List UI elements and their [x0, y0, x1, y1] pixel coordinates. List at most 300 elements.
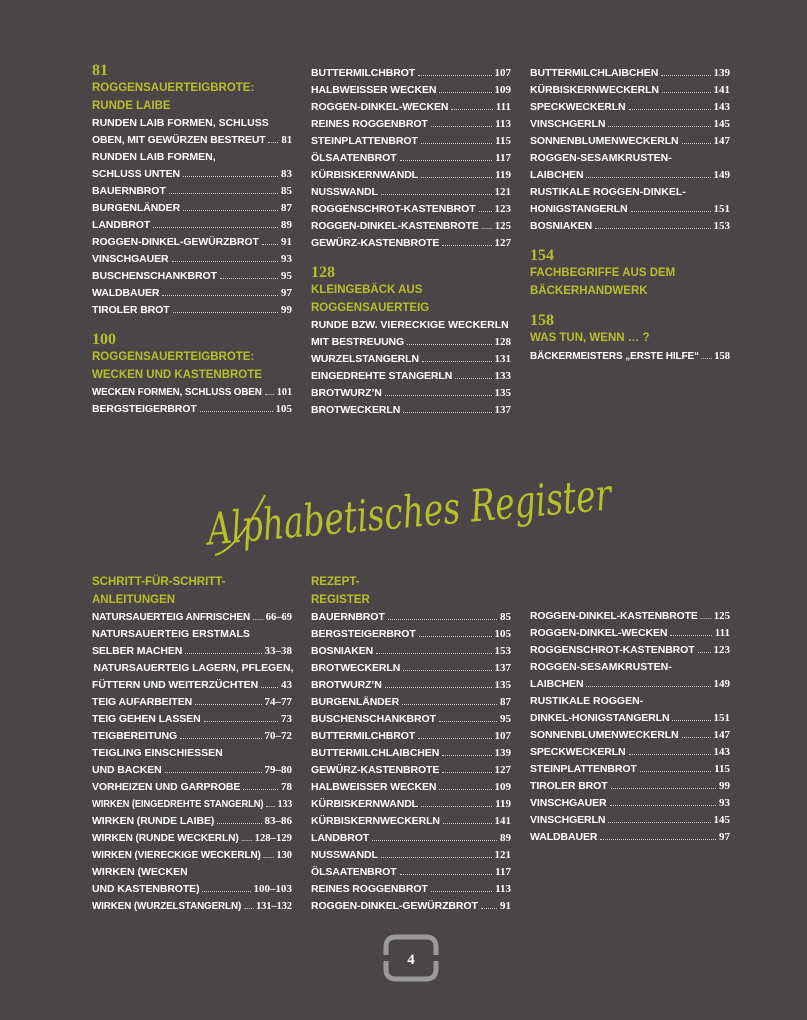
- entry-label: SCHLUSS UNTEN: [92, 168, 180, 180]
- dot-leader: [662, 92, 711, 93]
- entry-label: TIROLER BROT: [530, 780, 608, 792]
- entry-page-number: 105: [494, 628, 511, 640]
- entry-page-number: 141: [494, 815, 511, 827]
- dot-leader: [403, 412, 491, 413]
- entry-label: BROTWURZ’N: [311, 679, 382, 691]
- entry-page-number: 97: [719, 831, 730, 843]
- index-entry: [530, 82, 730, 99]
- entry-page-number: 145: [713, 118, 730, 130]
- entry-label: ROGGEN-DINKEL-GEWÜRZBROT: [311, 900, 478, 912]
- entry-label: TEIGBEREITUNG: [92, 730, 178, 742]
- section-title: WECKEN UND KASTENBROTE: [92, 368, 262, 381]
- entry-page-number: 158: [714, 349, 730, 362]
- entry-label: LANDBROT: [311, 832, 370, 844]
- entry-label: BOSNIAKEN: [530, 220, 593, 232]
- entry-page-number: 151: [713, 712, 730, 724]
- index-entry: [530, 133, 730, 150]
- entry-page-number: 145: [713, 814, 730, 826]
- dot-leader: [244, 908, 253, 909]
- dot-leader: [629, 109, 711, 110]
- entry-label: KÜRBISKERNWANDL: [311, 169, 418, 181]
- index-entry: [92, 384, 292, 401]
- entry-page-number: 119: [495, 169, 511, 181]
- dot-leader: [162, 295, 278, 296]
- index-entry: [311, 133, 511, 150]
- entry-text-line: NATURSAUERTEIG ERSTMALS: [92, 628, 250, 640]
- entry-page-number: 127: [494, 764, 511, 776]
- index-entry: [92, 847, 292, 864]
- dot-leader: [421, 177, 492, 178]
- index-entry: [530, 795, 730, 812]
- entry-label: VINSCHGAUER: [92, 253, 169, 265]
- dot-leader: [265, 394, 274, 395]
- entry-label: BROTWECKERLN: [311, 662, 401, 674]
- entry-label: WIRKEN (RUNDE WECKERLN): [92, 832, 239, 844]
- register-column-3: [530, 608, 730, 846]
- entry-label: WALDBAUER: [92, 287, 160, 299]
- entry-page-number: 130: [276, 849, 292, 861]
- entry-label: SONNENBLUMENWECKERLN: [530, 729, 679, 741]
- dot-leader: [682, 143, 711, 144]
- dot-leader: [262, 244, 278, 245]
- entry-text-line: RUSTIKALE ROGGEN-: [530, 695, 644, 707]
- page-number: 4: [407, 952, 415, 968]
- section-title: ROGGENSAUERTEIGBROTE:: [92, 351, 255, 363]
- entry-page-number: 147: [713, 135, 730, 147]
- entry-label: BÄCKERMEISTERS „ERSTE HILFE“: [530, 349, 700, 362]
- entry-text-line: RUNDEN LAIB FORMEN, SCHLUSS: [92, 117, 269, 129]
- dot-leader: [183, 176, 278, 177]
- index-entry: [311, 813, 511, 830]
- entry-text-line: RUSTIKALE ROGGEN-DINKEL-: [530, 186, 686, 198]
- entry-label: WURZELSTANGERLN: [311, 353, 419, 365]
- entry-page-number: 87: [500, 696, 511, 708]
- dot-leader: [403, 670, 491, 671]
- entry-label: ROGGENSCHROT-KASTENBROT: [311, 203, 476, 215]
- entry-label: ROGGEN-DINKEL-GEWÜRZBROT: [92, 236, 259, 248]
- dot-leader: [421, 143, 492, 144]
- index-entry: [92, 609, 292, 626]
- entry-label: BURGENLÄNDER: [311, 696, 400, 708]
- entry-page-number: 87: [281, 202, 292, 214]
- entry-label: ROGGEN-DINKEL-KASTENBROTE: [311, 220, 479, 232]
- dot-leader: [482, 228, 492, 229]
- index-entry: [311, 796, 511, 813]
- index-entry: [92, 234, 292, 251]
- toc-column-1: [92, 62, 292, 418]
- dot-leader: [400, 160, 493, 161]
- entry-label: BERGSTEIGERBROT: [311, 628, 416, 640]
- entry-label: KÜRBISKERNWECKERLN: [311, 815, 440, 827]
- entry-text-line: NATURSAUERTEIG LAGERN, PFLEGEN,: [93, 662, 294, 674]
- dot-leader: [261, 687, 278, 688]
- entry-label: HALBWEISSER WECKEN: [311, 781, 437, 793]
- entry-page-number: 133: [494, 370, 511, 382]
- entry-label: BUTTERMILCHBROT: [311, 67, 416, 79]
- dot-leader: [183, 210, 278, 211]
- entry-label: BUTTERMILCHLAIBCHEN: [311, 747, 440, 759]
- dot-leader: [608, 822, 710, 823]
- index-entry: [530, 727, 730, 744]
- entry-label: VINSCHGERLN: [530, 814, 606, 826]
- section-title: RUNDE LAIBE: [92, 99, 171, 112]
- index-entry: [311, 626, 511, 643]
- entry-page-number: 149: [713, 169, 730, 181]
- dot-leader: [264, 857, 274, 858]
- entry-page-number: 85: [281, 185, 292, 197]
- section-title: ANLEITUNGEN: [92, 593, 176, 606]
- dot-leader: [418, 738, 491, 739]
- entry-page-number: 91: [281, 236, 292, 248]
- dot-leader: [266, 806, 275, 807]
- entry-label: NATURSAUERTEIG ANFRISCHEN: [92, 611, 251, 623]
- index-entry: [530, 744, 730, 761]
- section-title: KLEINGEBÄCK AUS: [311, 284, 423, 296]
- entry-label: DINKEL-HONIGSTANGERLN: [530, 712, 670, 724]
- dot-leader: [376, 653, 491, 654]
- entry-label: HALBWEISSER WECKEN: [311, 84, 437, 96]
- index-entry: [92, 881, 292, 898]
- index-entry: [92, 898, 292, 915]
- entry-label: TEIG GEHEN LASSEN: [92, 713, 201, 725]
- dot-leader: [439, 789, 491, 790]
- entry-page-number: 99: [281, 304, 292, 316]
- index-entry: [92, 217, 292, 234]
- entry-page-number: 85: [500, 611, 511, 623]
- dot-leader: [431, 891, 492, 892]
- section-spacer: [92, 319, 292, 331]
- entry-page-number: 139: [713, 67, 730, 79]
- entry-page-number: 111: [495, 101, 511, 113]
- entry-label: UND BACKEN: [92, 764, 162, 776]
- index-entry: [92, 728, 292, 745]
- entry-page-number: 93: [281, 253, 292, 265]
- dot-leader: [220, 278, 278, 279]
- index-entry: [311, 660, 511, 677]
- index-entry: [530, 201, 730, 218]
- dot-leader: [442, 772, 491, 773]
- dot-leader: [153, 227, 278, 228]
- entry-page-number: 109: [494, 781, 511, 793]
- index-entry: [530, 99, 730, 116]
- entry-page-number: 133: [277, 798, 293, 810]
- register-heading: [195, 455, 750, 570]
- entry-label: TEIG AUFARBEITEN: [92, 696, 193, 708]
- dot-leader: [202, 891, 250, 892]
- register-column-1: [92, 574, 292, 915]
- entry-page-number: 131–132: [256, 900, 293, 912]
- index-entry: [311, 351, 511, 368]
- dot-leader: [586, 177, 710, 178]
- entry-label: WECKEN FORMEN, SCHLUSS OBEN: [92, 386, 262, 398]
- entry-label: BURGENLÄNDER: [92, 202, 181, 214]
- entry-label: BUTTERMILCHLAIBCHEN: [530, 67, 659, 79]
- entry-page-number: 128–129: [254, 832, 292, 844]
- entry-label: MIT BESTREUUNG: [311, 336, 405, 348]
- entry-page-number: 121: [494, 849, 511, 861]
- dot-leader: [439, 721, 497, 722]
- entry-page-number: 123: [713, 644, 730, 656]
- entry-page-number: 33–38: [264, 645, 292, 657]
- section-number: 154: [530, 247, 554, 264]
- entry-page-number: 113: [495, 883, 511, 895]
- index-entry: [92, 694, 292, 711]
- index-entry: [311, 385, 511, 402]
- dot-leader: [381, 857, 492, 858]
- entry-label: ÖLSAATENBROT: [311, 866, 397, 878]
- entry-label: VINSCHGAUER: [530, 797, 607, 809]
- entry-text-line: TEIGLING EINSCHIESSEN: [92, 747, 223, 759]
- entry-page-number: 93: [719, 797, 730, 809]
- entry-page-number: 123: [494, 203, 511, 215]
- index-entry: [92, 251, 292, 268]
- entry-label: SPECKWECKERLN: [530, 101, 626, 113]
- index-entry: [530, 710, 730, 727]
- section-title: REZEPT-: [311, 576, 360, 588]
- section-spacer: [530, 300, 730, 312]
- entry-page-number: 109: [494, 84, 511, 96]
- entry-text-line: RUNDE BZW. VIERECKIGE WECKERLN: [311, 319, 509, 331]
- entry-label: SONNENBLUMENWECKERLN: [530, 135, 679, 147]
- entry-label: WIRKEN (EINGEDREHTE STANGERLN): [92, 798, 264, 810]
- section-title: FACHBEGRIFFE AUS DEM: [530, 267, 676, 279]
- toc-column-3: [530, 65, 730, 365]
- entry-page-number: 89: [281, 219, 292, 231]
- entry-label: ROGGEN-DINKEL-WECKEN: [530, 627, 668, 639]
- dot-leader: [385, 395, 492, 396]
- index-entry: [92, 183, 292, 200]
- dot-leader: [600, 839, 716, 840]
- entry-page-number: 70–72: [264, 730, 292, 742]
- dot-leader: [640, 771, 711, 772]
- entry-label: UND KASTENBROTE): [92, 883, 200, 895]
- dot-leader: [443, 823, 492, 824]
- entry-page-number: 100–103: [253, 883, 292, 895]
- dot-leader: [698, 652, 711, 653]
- dot-leader: [701, 618, 711, 619]
- dot-leader: [418, 75, 491, 76]
- entry-label: BAUERNBROT: [92, 185, 166, 197]
- entry-label: OBEN, MIT GEWÜRZEN BESTREUT: [92, 134, 266, 146]
- entry-page-number: 89: [500, 832, 511, 844]
- index-entry: [311, 694, 511, 711]
- entry-page-number: 107: [494, 67, 511, 79]
- dot-leader: [243, 789, 278, 790]
- dot-leader: [172, 261, 279, 262]
- index-entry: [311, 218, 511, 235]
- index-entry: [530, 761, 730, 778]
- index-entry: [311, 235, 511, 252]
- entry-page-number: 139: [494, 747, 511, 759]
- index-entry: [530, 829, 730, 846]
- index-entry: [311, 898, 511, 915]
- index-entry: [92, 677, 292, 694]
- dot-leader: [388, 619, 497, 620]
- entry-label: REINES ROGGENBROT: [311, 118, 428, 130]
- dot-leader: [253, 619, 263, 620]
- register-column-2: [311, 574, 511, 915]
- section-title: REGISTER: [311, 593, 370, 606]
- section-spacer: [530, 235, 730, 247]
- index-entry: [530, 625, 730, 642]
- index-entry: [92, 302, 292, 319]
- index-entry: [311, 779, 511, 796]
- dot-leader: [169, 193, 278, 194]
- entry-label: BUSCHENSCHANKBROT: [311, 713, 436, 725]
- entry-label: ROGGEN-DINKEL-KASTENBROTE: [530, 610, 698, 622]
- entry-label: BUTTERMILCHBROT: [311, 730, 416, 742]
- entry-label: HONIGSTANGERLN: [530, 203, 628, 215]
- dot-leader: [479, 211, 492, 212]
- dot-leader: [661, 75, 710, 76]
- dot-leader: [611, 788, 716, 789]
- entry-page-number: 137: [494, 662, 511, 674]
- dot-leader: [185, 653, 261, 654]
- index-entry: [311, 830, 511, 847]
- entry-label: ROGGENSCHROT-KASTENBROT: [530, 644, 695, 656]
- dot-leader: [442, 245, 491, 246]
- dot-leader: [451, 109, 492, 110]
- entry-text-line: WIRKEN (WECKEN: [92, 866, 188, 878]
- index-entry: [530, 676, 730, 693]
- dot-leader: [670, 635, 711, 636]
- entry-page-number: 125: [494, 220, 511, 232]
- dot-leader: [586, 686, 710, 687]
- dot-leader: [419, 636, 492, 637]
- index-entry: [530, 608, 730, 625]
- index-entry: [311, 150, 511, 167]
- entry-text-line: RUNDEN LAIB FORMEN,: [92, 151, 216, 163]
- index-entry: [530, 116, 730, 133]
- entry-page-number: 128: [494, 336, 511, 348]
- dot-leader: [481, 908, 497, 909]
- index-entry: [311, 864, 511, 881]
- index-entry: [92, 813, 292, 830]
- section-title: WAS TUN, WENN … ?: [530, 332, 650, 344]
- dot-leader: [200, 411, 273, 412]
- entry-label: WALDBAUER: [530, 831, 598, 843]
- entry-page-number: 147: [713, 729, 730, 741]
- entry-page-number: 81: [281, 134, 293, 146]
- index-entry: [530, 65, 730, 82]
- entry-label: SPECKWECKERLN: [530, 746, 626, 758]
- index-entry: [311, 728, 511, 745]
- entry-label: NUSSWANDL: [311, 186, 378, 198]
- index-entry: [92, 830, 292, 847]
- entry-page-number: 151: [713, 203, 730, 215]
- index-entry: [311, 116, 511, 133]
- entry-page-number: 105: [275, 403, 292, 415]
- index-entry: [311, 82, 511, 99]
- dot-leader: [682, 737, 711, 738]
- dot-leader: [268, 142, 278, 143]
- index-entry: [311, 881, 511, 898]
- entry-label: EINGEDREHTE STANGERLN: [311, 370, 453, 382]
- entry-page-number: 43: [281, 679, 292, 691]
- entry-label: BOSNIAKEN: [311, 645, 374, 657]
- section-title: BÄCKERHANDWERK: [530, 284, 648, 297]
- index-entry: [92, 285, 292, 302]
- entry-label: BROTWECKERLN: [311, 404, 401, 416]
- entry-page-number: 153: [494, 645, 511, 657]
- entry-page-number: 131: [494, 353, 511, 365]
- entry-page-number: 66–69: [265, 611, 292, 623]
- dot-leader: [631, 211, 711, 212]
- entry-text-line: ROGGEN-SESAMKRUSTEN-: [530, 661, 672, 673]
- index-entry: [311, 745, 511, 762]
- dot-leader: [421, 806, 492, 807]
- entry-page-number: 97: [281, 287, 292, 299]
- index-entry: [92, 401, 292, 418]
- index-entry: [92, 762, 292, 779]
- dot-leader: [629, 754, 711, 755]
- entry-label: VORHEIZEN UND GARPROBE: [92, 781, 241, 793]
- index-entry: [311, 643, 511, 660]
- section-number: 81: [92, 62, 108, 79]
- dot-leader: [195, 704, 261, 705]
- index-entry: [92, 711, 292, 728]
- index-entry: [311, 677, 511, 694]
- index-entry: [311, 334, 511, 351]
- index-entry: [311, 402, 511, 419]
- index-entry: [311, 368, 511, 385]
- dot-leader: [173, 312, 278, 313]
- entry-label: VINSCHGERLN: [530, 118, 606, 130]
- entry-page-number: 99: [719, 780, 730, 792]
- entry-label: STEINPLATTENBROT: [311, 135, 418, 147]
- index-entry: [311, 65, 511, 82]
- index-entry: [92, 200, 292, 217]
- entry-page-number: 111: [714, 627, 730, 639]
- entry-label: BAUERNBROT: [311, 611, 385, 623]
- index-entry: [311, 847, 511, 864]
- dot-leader: [672, 720, 710, 721]
- index-entry: [530, 778, 730, 795]
- dot-leader: [702, 358, 712, 359]
- section-title: ROGGENSAUERTEIG: [311, 301, 430, 314]
- entry-page-number: 78: [281, 781, 292, 793]
- entry-label: GEWÜRZ-KASTENBROTE: [311, 237, 440, 249]
- entry-page-number: 107: [494, 730, 511, 742]
- index-entry: [311, 609, 511, 626]
- dot-leader: [180, 738, 261, 739]
- entry-label: FÜTTERN UND WEITERZÜCHTEN: [92, 679, 259, 691]
- dot-leader: [242, 840, 252, 841]
- index-entry: [530, 218, 730, 235]
- entry-page-number: 127: [494, 237, 511, 249]
- entry-page-number: 143: [713, 101, 730, 113]
- entry-label: KÜRBISKERNWANDL: [311, 798, 418, 810]
- index-entry: [311, 711, 511, 728]
- section-title: SCHRITT-FÜR-SCHRITT-: [92, 576, 226, 588]
- entry-page-number: 135: [494, 387, 511, 399]
- entry-label: BERGSTEIGERBROT: [92, 403, 197, 415]
- index-entry: [530, 348, 730, 365]
- toc-column-2: [311, 65, 511, 419]
- index-entry: [92, 268, 292, 285]
- entry-page-number: 153: [713, 220, 730, 232]
- index-entry: [92, 779, 292, 796]
- entry-page-number: 135: [494, 679, 511, 691]
- dot-leader: [442, 755, 491, 756]
- entry-label: TIROLER BROT: [92, 304, 170, 316]
- entry-page-number: 83: [281, 168, 292, 180]
- dot-leader: [595, 228, 710, 229]
- entry-page-number: 117: [495, 866, 511, 878]
- index-entry: [92, 796, 292, 813]
- entry-page-number: 137: [494, 404, 511, 416]
- index-entry: [530, 812, 730, 829]
